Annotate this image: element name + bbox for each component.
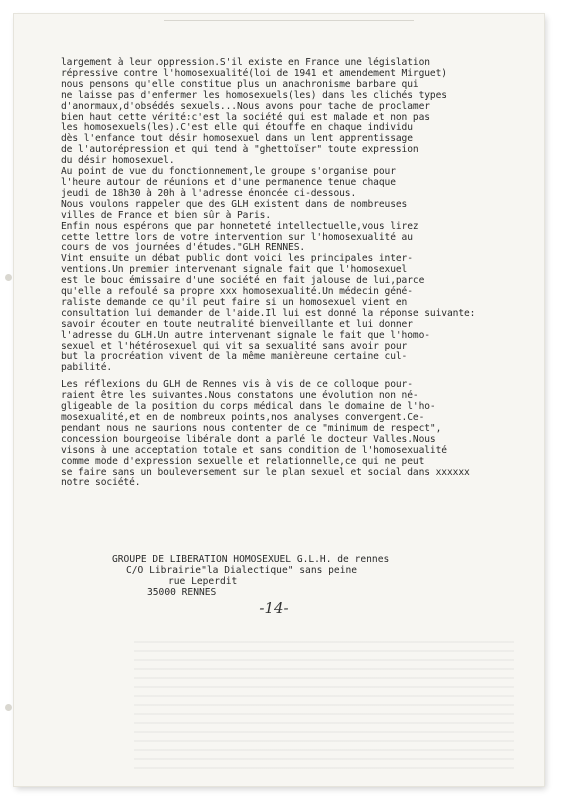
text-line: l'adresse du GLH.Un autre intervenant signale le fait que l'homo-: [61, 329, 430, 341]
text-line: se faire sans un bouleversement sur le plan sexuel et social dans xxxxxx: [61, 466, 470, 478]
signature-group-name: GROUPE DE LIBERATION HOMOSEXUEL G.L.H. de rennes: [112, 554, 390, 565]
signature-care-of: C/O Librairie"la Dialectique" sans peine: [126, 565, 358, 576]
text-line: cette lettre lors de votre intervention sur l'homosexualité au: [61, 231, 413, 243]
text-line: notre société.: [61, 477, 141, 489]
text-line: d'anormaux,d'obsédés sexuels...Nous avons pour tache de proclamer: [61, 100, 430, 112]
text-line: Les réflexions du GLH de Rennes vis à vis de ce colloque pour-: [61, 379, 413, 391]
signature-street: rue Leperdit: [168, 576, 238, 587]
punch-hole-mark: [5, 274, 12, 281]
text-line: consultation lui demander de l'aide.Il lui est donné la réponse suivante:: [61, 307, 476, 319]
page-number: -14-: [259, 599, 289, 617]
text-line: Nous voulons rappeler que des GLH existent dans de nombreuses: [61, 198, 408, 210]
text-line: les homosexuels(les).C'est elle qui étouffe en chaque individu: [61, 122, 413, 134]
text-line: pendant nous ne saurions nous contenter de ce "minimum de respect",: [61, 422, 442, 434]
text-line: est le bouc émissaire d'une société en fait jalouse de lui,parce: [61, 275, 425, 287]
text-line: Vint ensuite un débat public dont voici les principales inter-: [61, 253, 413, 265]
text-line: répressive contre l'homosexualité(loi de 1941 et amendement Mirguet): [61, 67, 447, 79]
text-line: sexuel et l'hétérosexuel qui vit sa sexualité sans avoir pour: [61, 340, 408, 352]
text-line: qu'elle a refoulé sa propre xxx homosexualité.Un médecin géné-: [61, 286, 413, 298]
punch-hole-mark: [5, 704, 12, 711]
text-line: ventions.Un premier intervenant signale fait que l'homosexuel: [61, 264, 408, 276]
text-line: cours de vos journées d'études."GLH RENNES.: [61, 242, 306, 254]
text-line: mosexualité,et en de nombreux points,nos analyses convergent.Ce-: [61, 412, 425, 423]
text-line: dès l'enfance tout désir homosexuel dans un lent apprentissage: [61, 133, 413, 145]
text-line: Enfin nous espérons que par honneteté intellectuelle,vous lirez: [61, 220, 419, 232]
text-line: comme mode d'expression sexuelle et relationnelle,ce qui ne peut: [61, 455, 425, 467]
typewritten-page: [14, 14, 544, 786]
text-line: bien haut cette vérité:c'est la société qui est malade et non pas: [61, 111, 430, 123]
text-line: pabilité.: [61, 362, 113, 374]
text-line: du désir homosexuel.: [61, 155, 175, 167]
text-line: gligeable de la position du corps médical dans le domaine de l'ho-: [61, 401, 436, 413]
paragraph-intro: [61, 58, 534, 374]
text-line: largement à leur oppression.S'il existe en France une législation: [61, 57, 430, 68]
text-line: de l'autorépression et qui tend à "ghettoïser" toute expression: [61, 144, 419, 156]
text-line: l'heure autour de réunions et d'une permanence tenue chaque: [61, 176, 396, 188]
text-line: nous pensons qu'elle constitue plus un anachronisme barbare qui: [61, 78, 419, 90]
paragraph-reflections: [61, 380, 534, 489]
text-line: but la procréation vivent de la même manièreune certaine cul-: [61, 351, 408, 363]
text-line: raient être les suivantes.Nous constatons une évolution non né-: [61, 390, 419, 402]
text-line: concession bourgeoise libérale dont a parlé le docteur Valles.Nous: [61, 433, 436, 445]
show-through-text: [134, 634, 514, 774]
text-line: Au point de vue du fonctionnement,le groupe s'organise pour: [61, 166, 396, 178]
signature-block: [112, 554, 442, 598]
text-line: raliste demande ce qu'il peut faire si un homosexuel vient en: [61, 296, 408, 308]
text-line: villes de France et bien sûr à Paris.: [61, 209, 272, 221]
text-line: jeudi de 18h30 à 20h à l'adresse énoncée ci-dessous.: [61, 187, 357, 199]
text-line: visons à une acceptation totale et sans condition de l'homosexualité: [61, 444, 447, 456]
page-top-edge: [164, 20, 414, 21]
signature-city: 35000 RENNES: [147, 587, 217, 598]
body-text: [61, 58, 534, 495]
text-line: ne laisse pas d'enfermer les homosexuels(les) dans les clichés types: [61, 89, 447, 101]
text-line: savoir écouter en toute neutralité bienveillante et lui donner: [61, 318, 413, 330]
